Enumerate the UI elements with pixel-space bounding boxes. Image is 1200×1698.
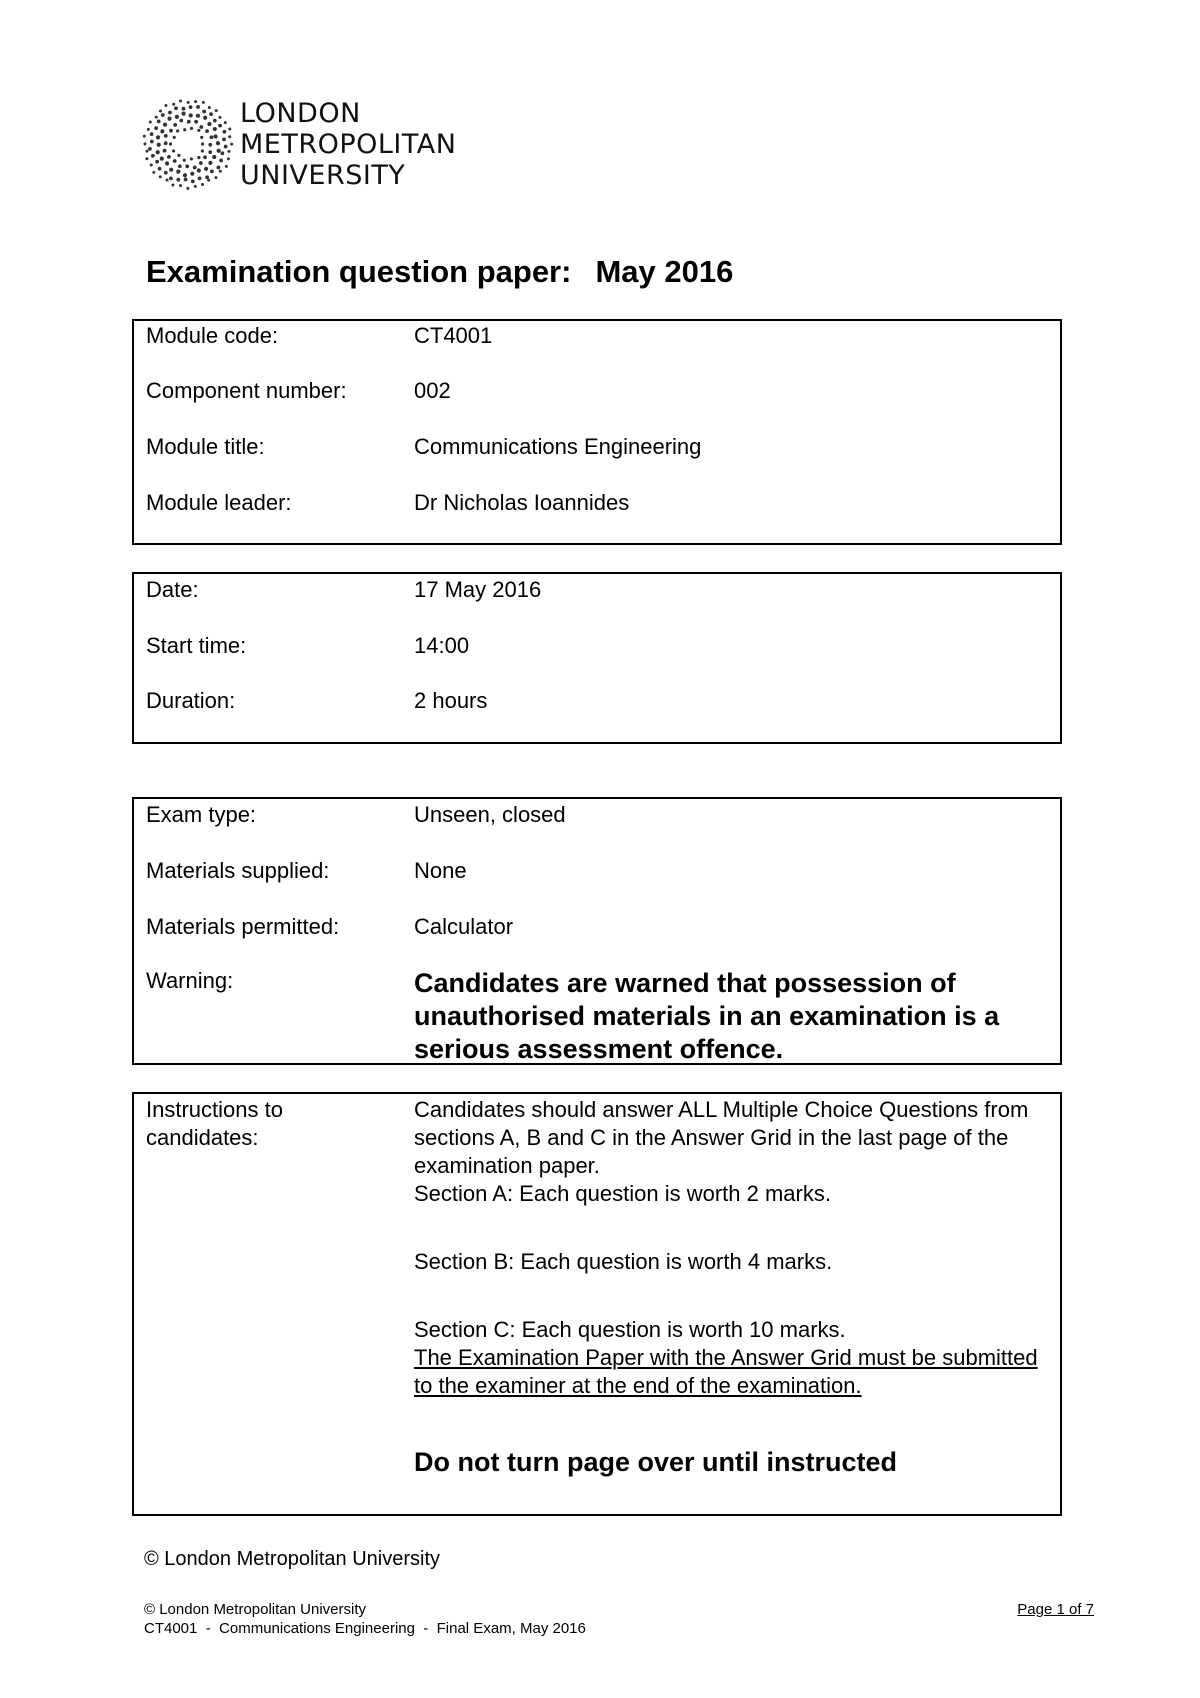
logo-dot [159, 175, 162, 178]
logo-dot [196, 114, 200, 118]
logo-dot [230, 143, 233, 146]
logo-dot [187, 101, 190, 104]
module-leader-value: Dr Nicholas Ioannides [414, 490, 630, 515]
logo-dot [169, 176, 173, 180]
logo-dot [167, 155, 171, 159]
logo-dot [213, 119, 217, 123]
logo-dot [173, 123, 177, 127]
page-title [146, 254, 733, 290]
start-time-label: Start time: [146, 633, 247, 658]
logo-dot [167, 117, 171, 121]
exam-type-label: Exam type: [146, 802, 257, 827]
logo-dot [145, 157, 148, 160]
logo-dot [157, 143, 161, 147]
logo-dot [203, 116, 207, 120]
logo-dot [199, 125, 203, 129]
instructions-label-line-1: Instructions to [146, 1097, 283, 1122]
logo-dot [169, 168, 173, 172]
materials-supplied-value: None [414, 858, 467, 883]
logo-dot [151, 154, 155, 158]
logo-dot [150, 132, 154, 136]
logo-dot [198, 177, 202, 181]
module-title-value: Communications Engineering [414, 434, 702, 459]
logo-dot [164, 134, 168, 138]
component-number-value: 002 [414, 378, 451, 403]
logo-dot [155, 116, 158, 119]
logo-dot [214, 176, 217, 179]
logo-dot [201, 149, 204, 152]
logo-dot [228, 135, 231, 138]
logo-dot [172, 103, 175, 106]
logo-dot [209, 112, 213, 116]
logo-dot [176, 170, 180, 174]
footer-module-line: CT4001 - Communications Engineering - Final Exam, May 2016 [144, 1620, 586, 1637]
logo-dot [227, 150, 230, 153]
logo-dot [160, 129, 164, 133]
footer-copyright: © London Metropolitan University [144, 1601, 366, 1618]
instructions-submit-note: The Examination Paper with the Answer Grid must be submitted to the examiner at the end of the examination. [414, 1345, 1038, 1398]
logo-dot [177, 154, 180, 157]
logo-dot [189, 113, 193, 117]
logo-dot [210, 135, 214, 139]
start-time-value: 14:00 [414, 633, 470, 658]
logo-dot [222, 137, 226, 141]
logo-dot [169, 129, 173, 133]
logo-dot [182, 107, 186, 111]
logo-dot [171, 184, 174, 187]
logo-dot [166, 178, 169, 181]
duration-label: Duration: [146, 688, 236, 713]
logo-dot [216, 141, 220, 145]
logo-dot [156, 150, 160, 154]
logo-dot [148, 147, 152, 151]
logo-dot [149, 121, 152, 124]
materials-permitted-label: Materials permitted: [146, 914, 340, 939]
instructions-final-warning: Do not turn page over until instructed [414, 1447, 898, 1477]
logo-dot [190, 157, 193, 160]
logo-dot [183, 159, 186, 162]
logo-dot [164, 171, 168, 175]
logo-dot [160, 157, 164, 161]
logo-dot [201, 183, 204, 186]
logo-dot [168, 111, 172, 115]
logo-dot [208, 161, 212, 165]
logo-dot [204, 167, 208, 171]
logo-dot [194, 100, 197, 103]
logo-dot [169, 142, 172, 145]
logo-dot [179, 119, 183, 123]
logo-dot [179, 184, 182, 187]
logo-dot [208, 150, 212, 154]
logo-dot [185, 164, 189, 168]
module-title-label: Module title: [146, 434, 265, 459]
logo-dot [220, 151, 224, 155]
logo-dot [191, 179, 195, 183]
component-number-label: Component number: [146, 378, 347, 403]
footer-page-number: Page 1 of 7 [1017, 1601, 1094, 1618]
logo-dot [201, 142, 204, 145]
logo-dot [147, 128, 150, 131]
warning-text: Candidates are warned that possession of unauthorised materials in an examination is a serious assessment offence. [414, 968, 1000, 1064]
logo-dot [163, 123, 167, 127]
module-leader-label: Module leader: [146, 490, 292, 515]
logo-dot [173, 136, 176, 139]
logo-dot [165, 161, 169, 165]
university-logo [142, 96, 522, 196]
instructions-label-line-2: candidates: [146, 1125, 259, 1150]
logo-dot [224, 121, 227, 124]
logo-dot [199, 161, 203, 165]
logo-line-2: METROPOLITAN [240, 129, 457, 160]
logo-dot [189, 105, 193, 109]
logo-dot [225, 165, 228, 168]
logo-dot [164, 141, 168, 145]
instructions-section-b: Section B: Each question is worth 4 marks. [414, 1249, 833, 1274]
logo-dot [154, 126, 158, 130]
date-label: Date: [146, 577, 199, 602]
logo-dot [194, 120, 198, 124]
logo-dot [205, 129, 209, 133]
logo-dot [212, 155, 216, 159]
module-code-value: CT4001 [414, 323, 493, 348]
logo-dot [173, 159, 177, 163]
page-title-label: Examination question paper: [146, 254, 572, 289]
exam-type-value: Unseen, closed [414, 802, 566, 827]
logo-dot [210, 169, 214, 173]
logo-dot [163, 149, 167, 153]
logo-dot [208, 106, 211, 109]
logo-dot [150, 140, 154, 144]
logo-dot [207, 122, 211, 126]
logo-dot [219, 159, 223, 163]
logo-dot [186, 187, 189, 190]
warning-label: Warning: [146, 968, 234, 993]
logo-dot [184, 178, 188, 182]
logo-dot [150, 164, 153, 167]
university-logo-wordmark [240, 98, 456, 191]
logo-dot [155, 160, 159, 164]
logo-dot [158, 167, 162, 171]
logo-dot [178, 164, 182, 168]
logo-dot [156, 135, 160, 139]
logo-dot [152, 171, 155, 174]
logo-dot [194, 185, 197, 188]
logo-line-1: LONDON [240, 98, 361, 129]
instructions-box [132, 1092, 1062, 1516]
logo-dot [218, 124, 222, 128]
logo-dot [144, 142, 147, 145]
logo-dot [208, 143, 212, 147]
logo-dot [196, 105, 200, 109]
logo-dot [227, 157, 230, 160]
materials-supplied-label: Materials supplied: [146, 858, 330, 883]
instructions-content [414, 1096, 1052, 1476]
module-info-box [132, 319, 1062, 545]
logo-dot [183, 173, 187, 177]
page-footer [144, 1600, 1094, 1638]
logo-dot [207, 179, 210, 182]
logo-dot [143, 135, 146, 138]
university-logo-mark-icon [142, 96, 234, 192]
logo-dot [190, 127, 193, 130]
logo-dot [176, 129, 179, 132]
logo-dot [157, 119, 161, 123]
logo-dot [146, 150, 149, 153]
logo-dot [200, 136, 203, 139]
logo-dot [197, 168, 201, 172]
logo-dot [215, 109, 218, 112]
logo-dot [187, 120, 191, 124]
logo-dot [183, 128, 186, 131]
logo-dot [219, 170, 222, 173]
logo-dot [197, 156, 200, 159]
logo-dot [228, 127, 231, 130]
logo-dot [223, 130, 227, 134]
instructions-section-a: Section A: Each question is worth 2 marks. [414, 1181, 831, 1206]
page-title-date: May 2016 [595, 254, 734, 289]
logo-dot [193, 166, 197, 170]
logo-dot [181, 112, 185, 116]
duration-value: 2 hours [414, 688, 488, 713]
logo-dot [213, 127, 217, 131]
copyright-notice: © London Metropolitan University [144, 1548, 440, 1570]
logo-dot [190, 172, 194, 176]
logo-dot [224, 145, 228, 149]
logo-dot [172, 149, 175, 152]
logo-line-3: UNIVERSITY [240, 160, 406, 191]
logo-dot [213, 134, 217, 138]
logo-dot [217, 149, 221, 153]
instructions-intro: Candidates should answer ALL Multiple Choice Questions from sections A, B and C in the Answer Grid in the last page of the examination paper. [414, 1097, 1029, 1178]
logo-dot [202, 110, 206, 114]
logo-dot [179, 99, 182, 102]
instructions-label [146, 1096, 396, 1152]
logo-dot [159, 109, 162, 112]
logo-dot [203, 155, 207, 159]
exam-info-box [132, 797, 1062, 1065]
date-value: 17 May 2016 [414, 577, 542, 602]
logo-dot [161, 113, 165, 117]
logo-dot [202, 101, 205, 104]
instructions-section-c: Section C: Each question is worth 10 marks. [414, 1317, 846, 1342]
materials-permitted-value: Calculator [414, 914, 514, 939]
logo-dot [197, 129, 200, 132]
schedule-box [132, 572, 1062, 744]
module-code-label: Module code: [146, 323, 279, 348]
logo-dot [218, 116, 221, 119]
logo-dot [164, 104, 167, 107]
logo-dot [174, 106, 178, 110]
logo-dot [176, 178, 180, 182]
logo-dot [217, 166, 221, 170]
logo-dot [175, 115, 179, 119]
